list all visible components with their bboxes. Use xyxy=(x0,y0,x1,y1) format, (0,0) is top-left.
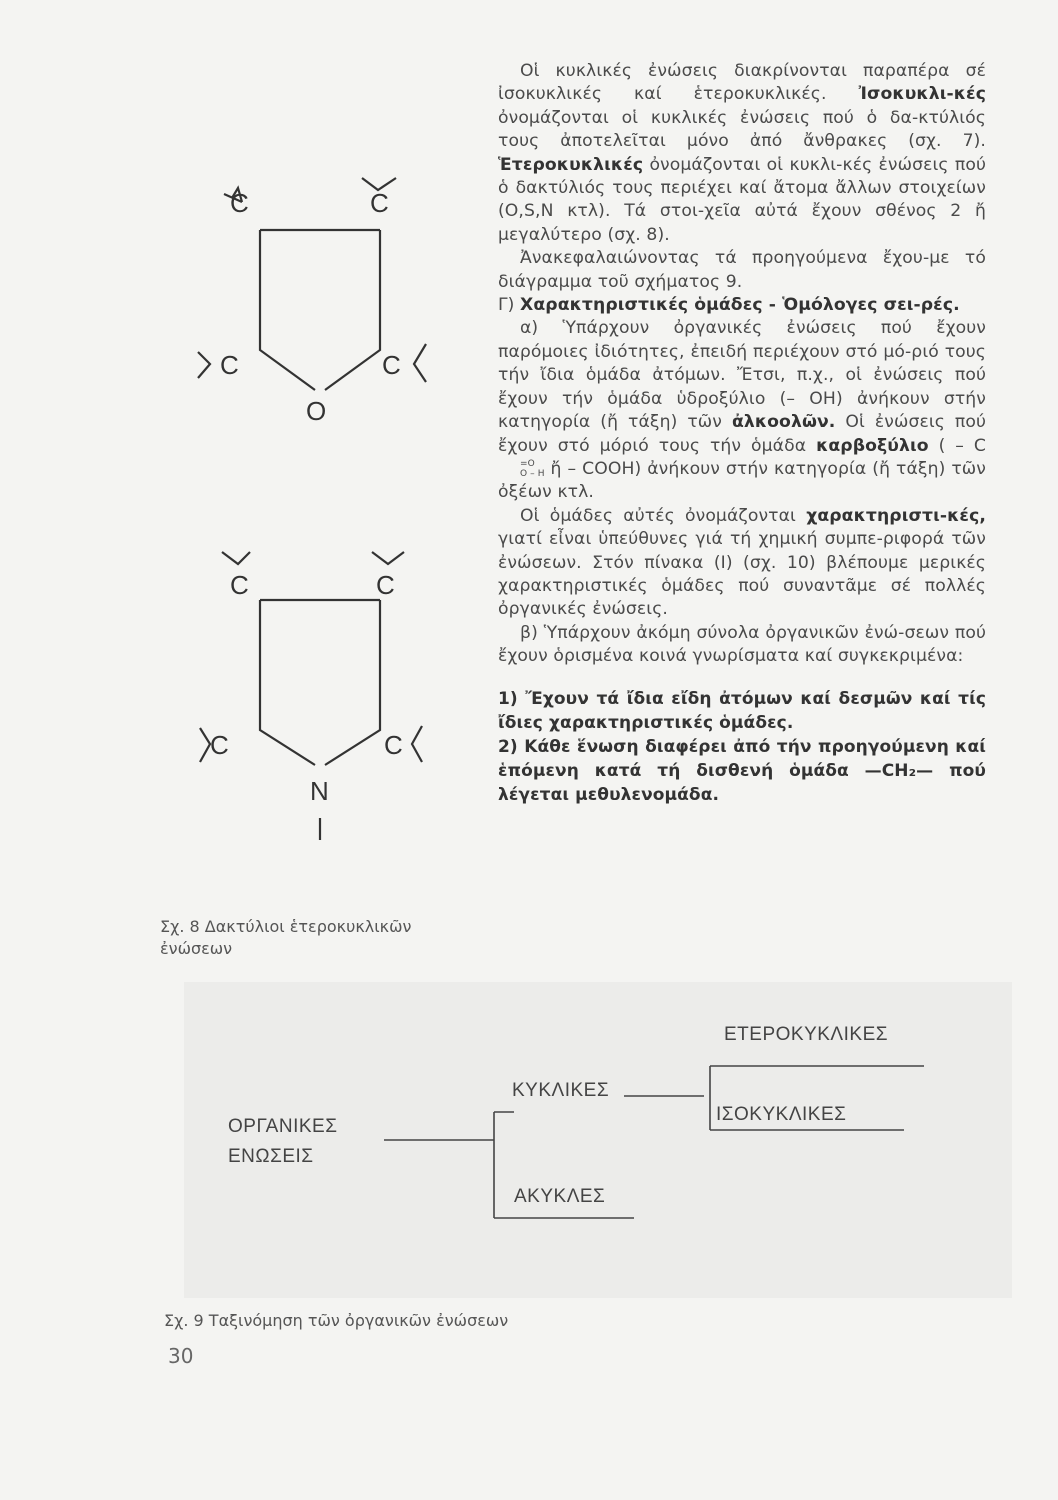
node-cyclic: ΚΥΚΛΙΚΕΣ xyxy=(512,1080,610,1101)
carboxyl-formula: =O O – H xyxy=(520,458,545,479)
fig9-caption: Σχ. 9 Ταξινόμηση τῶν ὀργανικῶν ἐνώσεων xyxy=(164,1311,509,1330)
node-organic-compounds: ΟΡΓΑΝΙΚΕΣ ΕΝΩΣΕΙΣ xyxy=(228,1116,338,1167)
ring1-atom-o: O xyxy=(306,396,327,426)
fig8-caption: Σχ. 8 Δακτύλιοι ἑτεροκυκλικῶν ἐνώσεων xyxy=(160,917,412,958)
paragraph-6: β) Ὑπάρχουν ἀκόμη σύνολα ὀργανικῶν ἐνώ-σεων πού ἔχουν ὁρισμένα κοινά γνωρίσματα καί συγκεκριμένα: xyxy=(498,622,986,667)
ring2-atom-c-topleft: C xyxy=(230,570,249,600)
node-heterocyclic: ΕΤΕΡΟΚΥΚΛΙΚΕΣ xyxy=(724,1024,888,1045)
fig9-diagram xyxy=(184,982,1012,1298)
main-text xyxy=(498,60,986,807)
ring2-atom-n: N xyxy=(310,776,329,806)
ring1-atom-c-topleft: C xyxy=(230,188,249,218)
paragraph-2: Ἀνακεφαλαιώνοντας τά προηγούμενα ἔχου-με τό διάγραμμα τοῦ σχήματος 9. xyxy=(498,248,986,292)
page-number: 30 xyxy=(168,1344,194,1368)
ring1-atom-c-right: C xyxy=(382,350,401,380)
section-heading: Γ) Χαρακτηριστικές ὁμάδες - Ὁμόλογες σει-ρές. xyxy=(498,295,960,316)
fig8-structures xyxy=(150,150,470,870)
node-acyclic: ΑΚΥΚΛΕΣ xyxy=(514,1186,606,1207)
list-item-1: 1) Ἔχουν τά ἴδια εἴδη ἀτόμων καί δεσμῶν καί τίς ἴδιες χαρακτηριστικές ὁμάδες. xyxy=(498,688,986,733)
ring2-atom-c-left: C xyxy=(210,730,229,760)
ring1-atom-c-left: C xyxy=(220,350,239,380)
paragraph-1: Οἱ κυκλικές ἐνώσεις διακρίνονται παραπέρα σέ ἰσοκυκλικές καί ἑτεροκυκλικές. Ἰσοκυκλι-κές ὀνομάζονται οἱ κυκλικές ἐνώσεις πού ὁ δα-κτύλιός τους ἀποτελεῖται μόνο ἀπό ἄνθρακες (σχ. 7). Ἑτεροκυκλικές ὀνομάζονται οἱ κυκλι-κές ἐνώσεις πού ὁ δακτύλιός τους περιέχει καί ἄτομα ἄλλων στοιχείων (O,S,N κτλ). Τά στοι-χεῖα αὐτά ἔχουν σθένος 2 ἤ μεγαλύτερο (σχ. 8). xyxy=(498,61,986,245)
node-isocyclic: ΙΣΟΚΥΚΛΙΚΕΣ xyxy=(716,1104,847,1125)
properties-list xyxy=(498,687,986,807)
ring2-atom-c-right: C xyxy=(384,730,403,760)
paragraph-4: α) Ὑπάρχουν ὀργανικές ἐνώσεις πού ἔχουν παρόμοιες ἰδιότητες, ἐπειδή περιέχουν στό μό-ριό τους τήν ἴδια ὁμάδα ἀτόμων. Ἔτσι, π.χ., οἱ ἐνώσεις πού ἔχουν τήν ὁμάδα ὑδροξύλιο (– ΟΗ) ἀνήκουν στήν κατηγορία (ἤ τάξη) τῶν ἀλκοολῶν. Οἱ ἐνώσεις πού ἔχουν στό μόριό τους τήν ὁμάδα καρβοξύλιο ( – C =O O – H ἤ – COOH) ἀνήκουν στήν κατηγορία (ἤ τάξη) τῶν ὀξέων κτλ. xyxy=(498,318,986,503)
ring1-atom-c-topright: C xyxy=(370,188,389,218)
ring2-atom-c-topright: C xyxy=(376,570,395,600)
list-item-2: 2) Κάθε ἕνωση διαφέρει ἀπό τήν προηγούμενη καί ἑπόμενη κατά τή δισθενή ὁμάδα —CH₂— πού λέγεται μεθυλενομάδα. xyxy=(498,736,986,805)
paragraph-5: Οἱ ὁμάδες αὐτές ὀνομάζονται χαρακτηριστι-κές, γιατί εἶναι ὑπεύθυνες γιά τή χημική συμπε-ριφορά τῶν ἐνώσεων. Στόν πίνακα (I) (σχ. 10) βλέπουμε μερικές χαρακτηριστικές ὁμάδες πού συναντᾶμε σέ πολλές ὀργανικές ἐνώσεις. xyxy=(498,505,986,620)
